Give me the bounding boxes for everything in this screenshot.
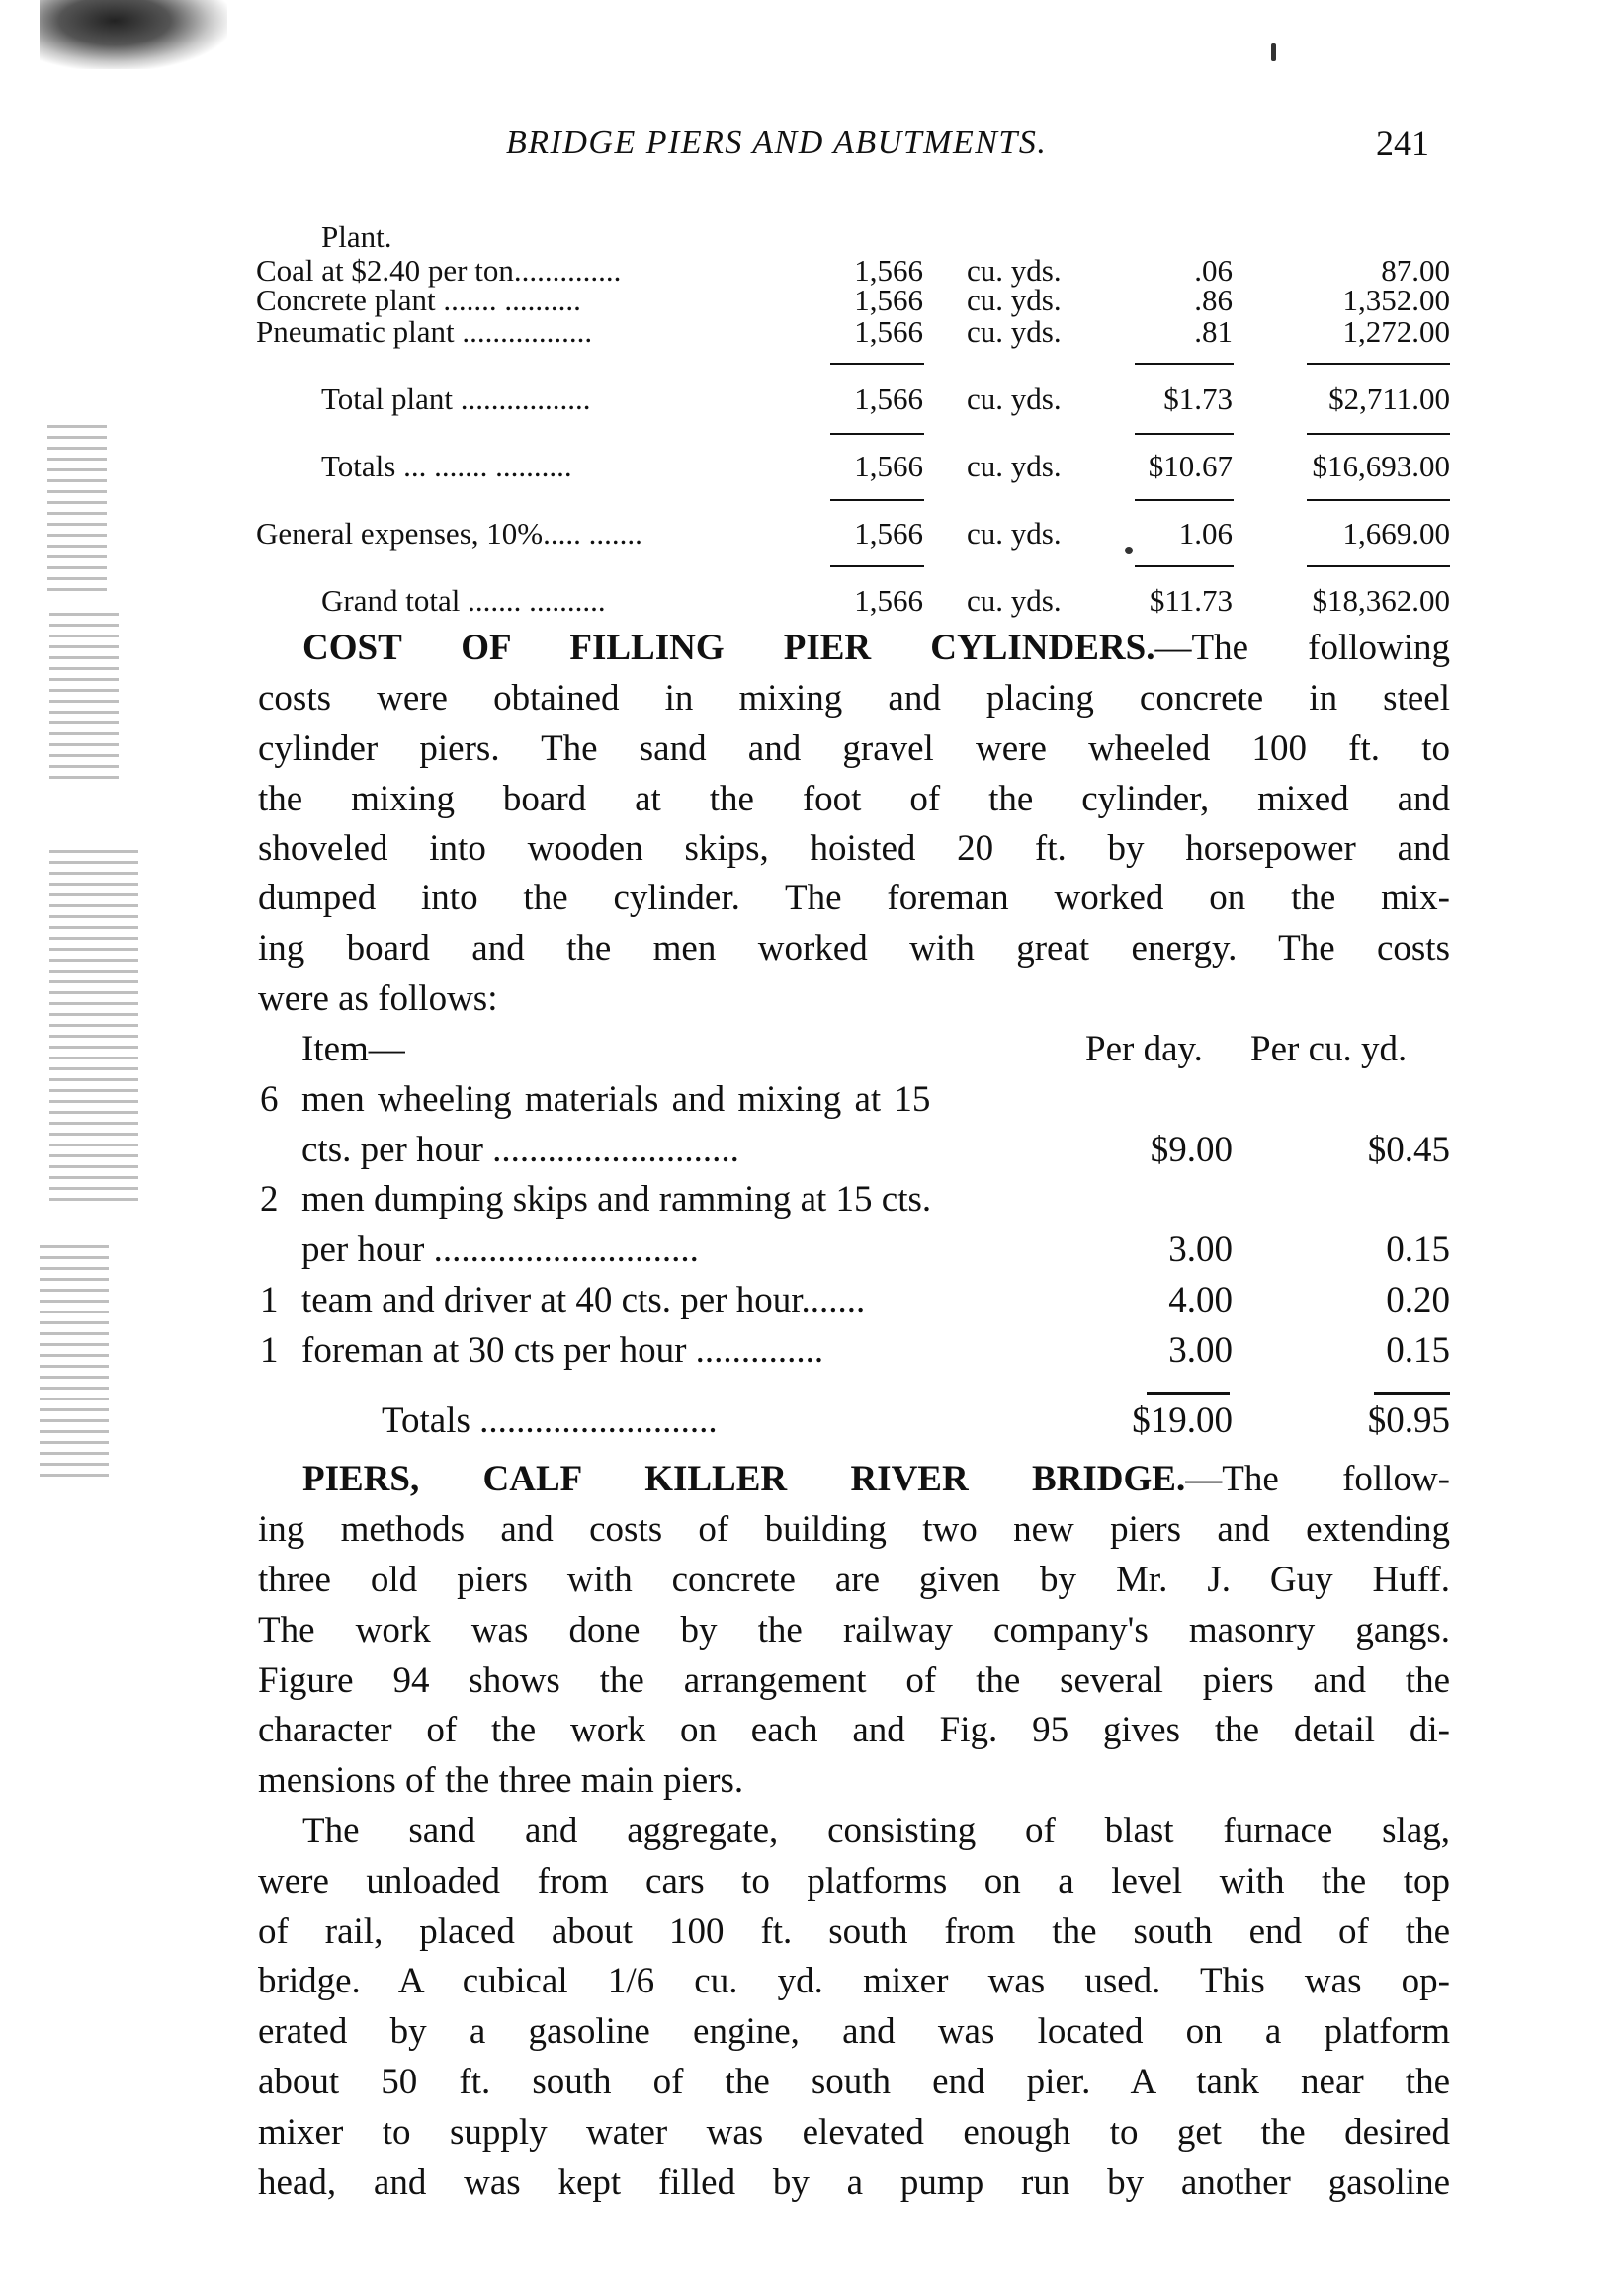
sum-rule <box>1135 433 1234 435</box>
amount: 1,272.00 <box>1342 314 1450 349</box>
per-day-value: 3.00 <box>1168 1330 1233 1371</box>
section-heading: COST OF FILLING PIER CYLINDERS. <box>302 628 1155 668</box>
amount: $2,711.00 <box>1328 381 1450 416</box>
item-description-cont: cts. per hour <box>301 1130 483 1170</box>
paragraph-line: COST OF FILLING PIER CYLINDERS.—The following <box>302 628 1451 668</box>
per-day-value: $9.00 <box>1150 1130 1233 1170</box>
total-per-yd: $0.95 <box>1367 1400 1450 1441</box>
column-header-per-day: Per day. <box>1085 1029 1203 1069</box>
paragraph-line: were unloaded from cars to platforms on a level with the top <box>258 1861 1450 1902</box>
per-day-value: 4.00 <box>1168 1280 1233 1320</box>
paragraph-line: Figure 94 shows the arrangement of the several piers and the <box>258 1660 1450 1701</box>
table-section-label: Plant. <box>321 219 392 254</box>
unit: cu. yds. <box>967 583 1062 618</box>
paragraph-line: of rail, placed about 100 ft. south from the south end of the <box>258 1911 1450 1952</box>
per-yd-value: $0.45 <box>1367 1130 1450 1170</box>
paragraph-line: The sand and aggregate, consisting of blast furnace slag, <box>302 1811 1450 1851</box>
dot-leader: .............. <box>513 253 622 288</box>
row-label: Total plant <box>321 381 453 416</box>
sum-rule <box>1307 499 1450 501</box>
unit: cu. yds. <box>967 253 1062 288</box>
section-heading: PIERS, CALF KILLER RIVER BRIDGE. <box>302 1459 1186 1499</box>
dot-leader: ....... .......... <box>435 283 581 317</box>
per-yd-value: 0.20 <box>1386 1280 1450 1320</box>
running-title: BRIDGE PIERS AND ABUTMENTS. <box>506 125 1048 161</box>
sum-rule <box>830 565 924 567</box>
margin-speckle <box>47 425 107 593</box>
paragraph-line: ing board and the men worked with great energy. The costs <box>258 928 1450 969</box>
quantity: 1,566 <box>854 516 923 551</box>
paragraph-line: about 50 ft. south of the south end pier. A tank near the <box>258 2062 1450 2102</box>
sum-rule <box>1307 433 1450 435</box>
per-yd-value: 0.15 <box>1386 1229 1450 1270</box>
amount: $16,693.00 <box>1312 449 1450 483</box>
unit: cu. yds. <box>967 283 1062 317</box>
total-per-day: $19.00 <box>1132 1400 1233 1441</box>
rate: $11.73 <box>1149 583 1233 618</box>
unit: cu. yds. <box>967 516 1062 551</box>
ink-stain <box>40 0 227 69</box>
amount: 1,669.00 <box>1342 516 1450 551</box>
quantity: 1,566 <box>854 253 923 288</box>
sum-rule <box>1135 565 1234 567</box>
page-number: 241 <box>1376 124 1429 163</box>
item-count: 1 <box>260 1280 279 1320</box>
paragraph-line: shoveled into wooden skips, hoisted 20 ft. by horsepower and <box>258 828 1450 869</box>
sum-rule <box>1147 1392 1230 1395</box>
sum-rule <box>1135 499 1234 501</box>
item-description: foreman at 30 cts per hour <box>301 1330 687 1371</box>
dot-leader: ... ....... .......... <box>395 449 572 483</box>
margin-speckle <box>40 1245 109 1482</box>
margin-speckle <box>49 613 119 781</box>
quantity: 1,566 <box>854 583 923 618</box>
dot-leader: ....... .......... <box>460 583 606 618</box>
paragraph-line: dumped into the cylinder. The foreman worked on the mix- <box>258 878 1450 918</box>
dot-leader: ....... <box>801 1280 866 1320</box>
row-label: Concrete plant <box>256 283 436 317</box>
item-count: 2 <box>260 1179 279 1220</box>
dot-leader: ................. <box>454 314 593 349</box>
sum-rule <box>830 499 924 501</box>
sum-rule <box>1307 565 1450 567</box>
per-day-value: 3.00 <box>1168 1229 1233 1270</box>
item-description: men dumping skips and ramming at 15 cts. <box>301 1179 932 1220</box>
column-header-item: Item— <box>301 1029 405 1069</box>
unit: cu. yds. <box>967 381 1062 416</box>
paragraph-line: head, and was kept filled by a pump run by another gasoline <box>258 2162 1450 2203</box>
unit: cu. yds. <box>967 314 1062 349</box>
sum-rule <box>1307 363 1450 365</box>
column-header-per-yd: Per cu. yd. <box>1250 1029 1408 1069</box>
rate: .86 <box>1194 283 1233 317</box>
row-label: Pneumatic plant <box>256 314 455 349</box>
rate: 1.06 <box>1178 516 1233 551</box>
amount: $18,362.00 <box>1312 583 1450 618</box>
sum-rule <box>1374 1392 1450 1395</box>
quantity: 1,566 <box>854 314 923 349</box>
paragraph-line: erated by a gasoline engine, and was located on a platform <box>258 2011 1450 2052</box>
dot-leader: ........................... <box>482 1130 739 1170</box>
paragraph-line: ing methods and costs of building two new piers and extending <box>258 1509 1450 1550</box>
item-count: 1 <box>260 1330 279 1371</box>
quantity: 1,566 <box>854 283 923 317</box>
sum-rule <box>830 363 924 365</box>
item-description: team and driver at 40 cts. per hour <box>301 1280 802 1320</box>
item-description: men wheeling materials and mixing at 15 <box>301 1079 931 1120</box>
paragraph-line: costs were obtained in mixing and placing concrete in steel <box>258 678 1450 719</box>
paragraph-line: mensions of the three main piers. <box>258 1760 744 1801</box>
dot-leader: ..... ....... <box>543 516 642 551</box>
amount: 1,352.00 <box>1342 283 1450 317</box>
paragraph-line: were as follows: <box>258 978 498 1019</box>
dot-leader: ................. <box>453 381 591 416</box>
quantity: 1,566 <box>854 449 923 483</box>
row-label: Totals <box>321 449 396 483</box>
quantity: 1,566 <box>854 381 923 416</box>
paragraph-line: three old piers with concrete are given by Mr. J. Guy Huff. <box>258 1560 1450 1600</box>
paragraph-line: the mixing board at the foot of the cylinder, mixed and <box>258 779 1450 819</box>
paragraph-line: character of the work on each and Fig. 95 gives the detail di- <box>258 1710 1450 1750</box>
row-label: Grand total <box>321 583 461 618</box>
rate: .81 <box>1194 314 1233 349</box>
rate: .06 <box>1194 253 1233 288</box>
row-label: Coal at $2.40 per ton <box>256 253 514 288</box>
row-label: General expenses, 10% <box>256 516 544 551</box>
dot-leader: ............................. <box>424 1229 699 1270</box>
paragraph-line: PIERS, CALF KILLER RIVER BRIDGE.—The follow- <box>302 1459 1450 1499</box>
amount: 87.00 <box>1381 253 1450 288</box>
totals-label: Totals <box>382 1400 470 1441</box>
paragraph-line: The work was done by the railway company's masonry gangs. <box>258 1610 1450 1651</box>
rate: $1.73 <box>1163 381 1233 416</box>
dot-leader: .............. <box>686 1330 824 1371</box>
unit: cu. yds. <box>967 449 1062 483</box>
sum-rule <box>1135 363 1234 365</box>
ink-dot <box>1125 547 1133 554</box>
margin-speckle <box>49 850 138 1206</box>
paragraph-line: mixer to supply water was elevated enough to get the desired <box>258 2112 1450 2153</box>
dot-leader: .......................... <box>470 1400 718 1441</box>
per-yd-value: 0.15 <box>1386 1330 1450 1371</box>
item-count: 6 <box>260 1079 279 1120</box>
ink-speck <box>1271 43 1276 61</box>
paragraph-line: bridge. A cubical 1/6 cu. yd. mixer was used. This was op- <box>258 1961 1450 2001</box>
paragraph-line: cylinder piers. The sand and gravel were wheeled 100 ft. to <box>258 728 1450 769</box>
sum-rule <box>830 433 924 435</box>
item-description-cont: per hour <box>301 1229 425 1270</box>
rate: $10.67 <box>1148 449 1233 483</box>
